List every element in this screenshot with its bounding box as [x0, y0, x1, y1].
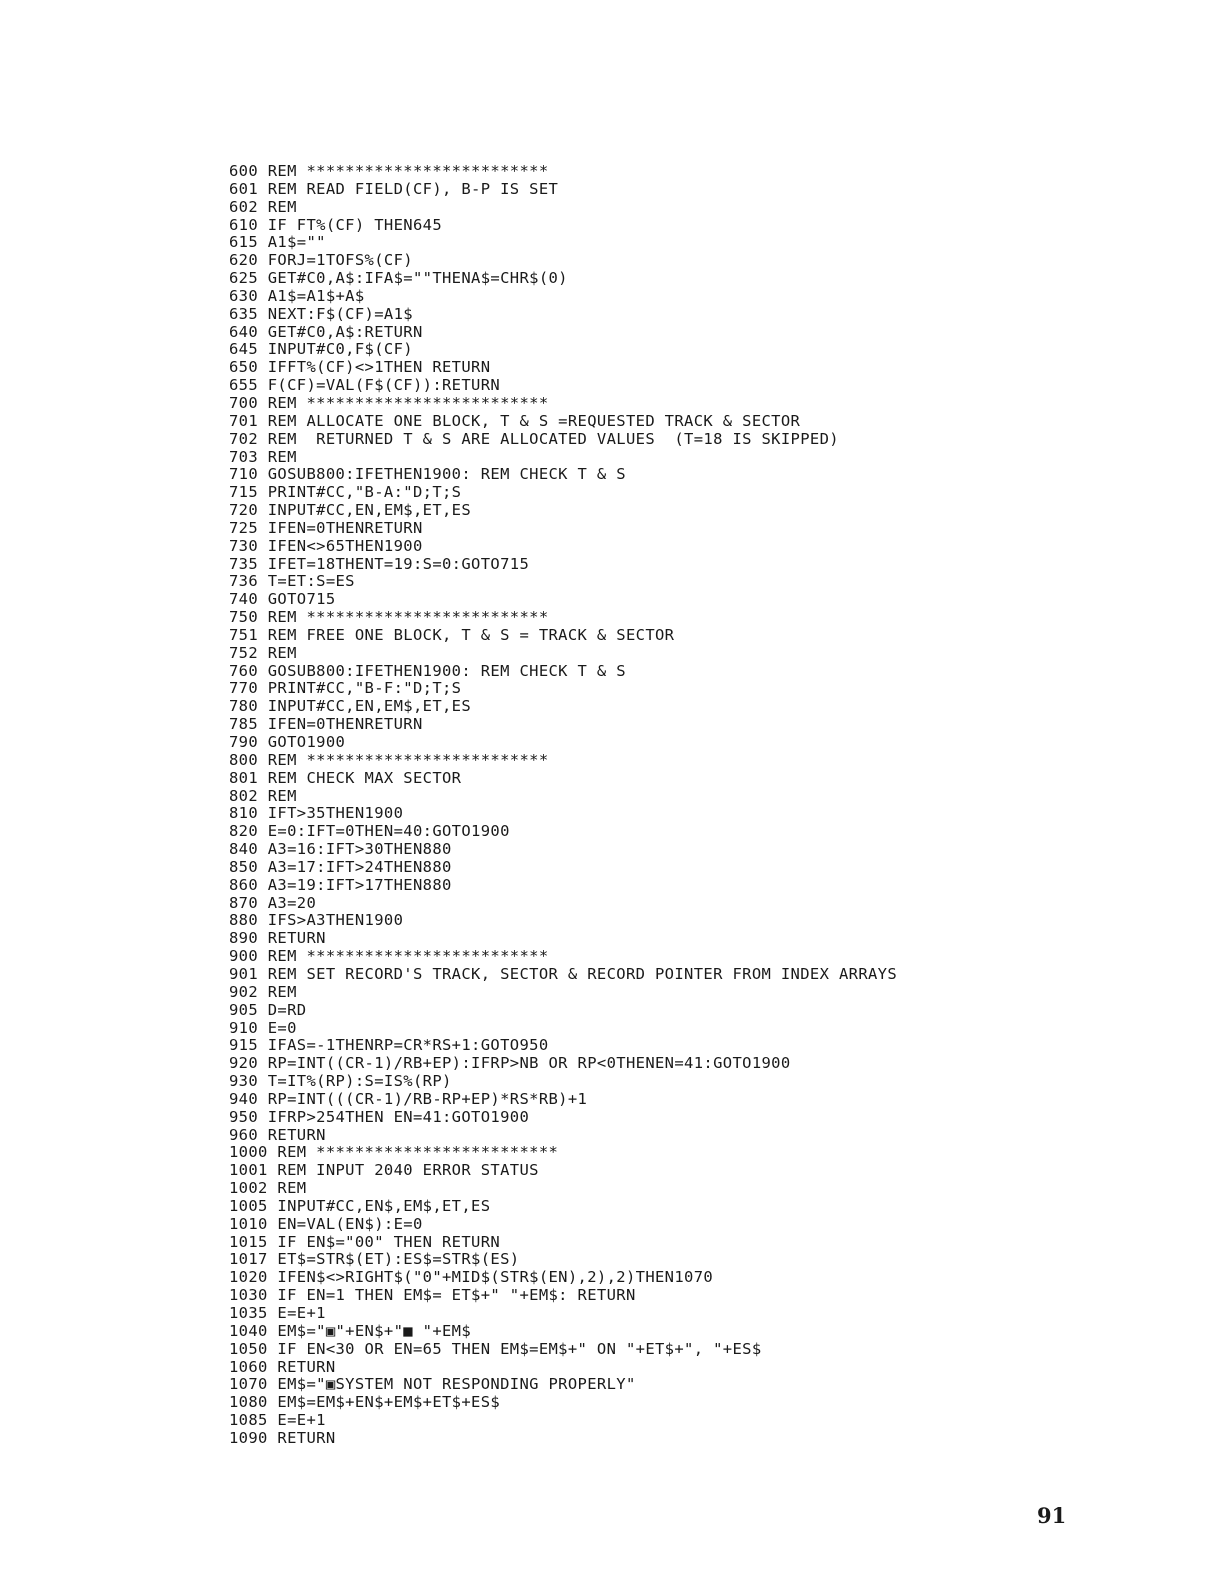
code-line: 701 REM ALLOCATE ONE BLOCK, T & S =REQUESTED TRACK & SECTOR: [229, 411, 801, 430]
code-line: 785 IFEN=0THENRETURN: [229, 715, 423, 734]
code-line: 860 A3=19:IFT>17THEN880: [229, 875, 452, 894]
code-line: 655 F(CF)=VAL(F$(CF)):RETURN: [229, 376, 501, 395]
code-line: 790 GOTO1900: [229, 733, 346, 751]
code-line: 810 IFT>35THEN1900: [229, 804, 404, 823]
code-line: 950 IFRP>254THEN EN=41:GOTO1900: [229, 1107, 530, 1126]
code-line: 915 IFAS=-1THENRP=CR*RS+1:GOTO950: [229, 1036, 549, 1055]
code-line: 615 A1$="": [229, 233, 326, 252]
code-line: 1015 IF EN$="00" THEN RETURN: [229, 1232, 501, 1251]
code-line: 751 REM FREE ONE BLOCK, T & S = TRACK & SECTOR: [229, 625, 675, 644]
code-line: 901 REM SET RECORD'S TRACK, SECTOR & RECORD POINTER FROM INDEX ARRAYS: [229, 964, 898, 983]
code-listing: [229, 163, 897, 1448]
code-line: 740 GOTO715: [229, 590, 336, 609]
code-line: 1020 IFEN$<>RIGHT$("0"+MID$(STR$(EN),2),2)THEN1070: [229, 1268, 714, 1287]
code-line: 630 A1$=A1$+A$: [229, 286, 365, 305]
code-line: 1050 IF EN<30 OR EN=65 THEN EM$=EM$+" ON "+ET$+", "+ES$: [229, 1339, 762, 1358]
code-line: 801 REM CHECK MAX SECTOR: [229, 768, 462, 787]
code-line: 820 E=0:IFT=0THEN=40:GOTO1900: [229, 822, 510, 841]
code-line: 802 REM: [229, 786, 297, 805]
code-line: 770 PRINT#CC,"B-F:"D;T;S: [229, 679, 462, 698]
code-line: 890 RETURN: [229, 929, 326, 948]
code-line: 1070 EM$="▣SYSTEM NOT RESPONDING PROPERLY": [229, 1375, 636, 1394]
code-line: 715 PRINT#CC,"B-A:"D;T;S: [229, 483, 462, 502]
code-line: 900 REM *************************: [229, 947, 549, 966]
code-line: 710 GOSUB800:IFETHEN1900: REM CHECK T & S: [229, 465, 626, 484]
code-line: 930 T=IT%(RP):S=IS%(RP): [229, 1072, 452, 1091]
code-line: 940 RP=INT(((CR-1)/RB-RP+EP)*RS*RB)+1: [229, 1089, 588, 1108]
code-line: 720 INPUT#CC,EN,EM$,ET,ES: [229, 501, 472, 520]
code-line: 725 IFEN=0THENRETURN: [229, 518, 423, 537]
code-line: 1035 E=E+1: [229, 1304, 326, 1322]
code-line: 1017 ET$=STR$(ET):ES$=STR$(ES): [229, 1250, 520, 1269]
code-line: 910 E=0: [229, 1018, 297, 1037]
code-line: 1040 EM$="▣"+EN$+"■ "+EM$: [229, 1321, 472, 1340]
code-line: 1080 EM$=EM$+EN$+EM$+ET$+ES$: [229, 1393, 501, 1412]
code-line: 752 REM: [229, 643, 297, 662]
code-line: 702 REM RETURNED T & S ARE ALLOCATED VALUES (T=18 IS SKIPPED): [229, 429, 839, 448]
code-line: 736 T=ET:S=ES: [229, 572, 355, 591]
code-line: 1030 IF EN=1 THEN EM$= ET$+" "+EM$: RETURN: [229, 1286, 636, 1305]
code-line: 602 REM: [229, 197, 297, 216]
code-line: 800 REM *************************: [229, 750, 549, 769]
code-line: 960 RETURN: [229, 1125, 326, 1144]
code-line: 1010 EN=VAL(EN$):E=0: [229, 1214, 423, 1233]
code-line: 700 REM *************************: [229, 393, 549, 412]
code-line: 610 IF FT%(CF) THEN645: [229, 215, 442, 234]
code-line: 600 REM *************************: [229, 162, 549, 180]
code-line: 760 GOSUB800:IFETHEN1900: REM CHECK T & S: [229, 661, 626, 680]
code-line: 780 INPUT#CC,EN,EM$,ET,ES: [229, 697, 472, 716]
code-line: 620 FORJ=1TOFS%(CF): [229, 251, 413, 270]
code-line: 703 REM: [229, 447, 297, 466]
code-line: 1060 RETURN: [229, 1357, 336, 1376]
code-line: 645 INPUT#C0,F$(CF): [229, 340, 413, 359]
code-line: 601 REM READ FIELD(CF), B-P IS SET: [229, 179, 559, 198]
code-line: 920 RP=INT((CR-1)/RB+EP):IFRP>NB OR RP<0THENEN=41:GOTO1900: [229, 1054, 791, 1073]
page-number: 91: [1037, 1503, 1067, 1528]
code-line: 1002 REM: [229, 1179, 307, 1198]
code-line: 902 REM: [229, 982, 297, 1001]
code-line: 905 D=RD: [229, 1000, 307, 1019]
code-line: 640 GET#C0,A$:RETURN: [229, 322, 423, 341]
code-line: 850 A3=17:IFT>24THEN880: [229, 857, 452, 876]
code-line: 730 IFEN<>65THEN1900: [229, 536, 423, 555]
code-line: 1005 INPUT#CC,EN$,EM$,ET,ES: [229, 1196, 491, 1215]
code-line: 870 A3=20: [229, 893, 317, 912]
code-line: 1085 E=E+1: [229, 1411, 326, 1430]
code-line: 1090 RETURN: [229, 1428, 336, 1447]
code-line: 635 NEXT:F$(CF)=A1$: [229, 304, 413, 323]
code-line: 735 IFET=18THENT=19:S=0:GOTO715: [229, 554, 530, 573]
code-line: 650 IFFT%(CF)<>1THEN RETURN: [229, 358, 491, 377]
code-line: 625 GET#C0,A$:IFA$=""THENA$=CHR$(0): [229, 269, 568, 288]
code-line: 750 REM *************************: [229, 608, 549, 627]
code-line: 880 IFS>A3THEN1900: [229, 911, 404, 930]
code-line: 1000 REM *************************: [229, 1143, 559, 1162]
code-line: 840 A3=16:IFT>30THEN880: [229, 840, 452, 859]
code-line: 1001 REM INPUT 2040 ERROR STATUS: [229, 1161, 539, 1180]
